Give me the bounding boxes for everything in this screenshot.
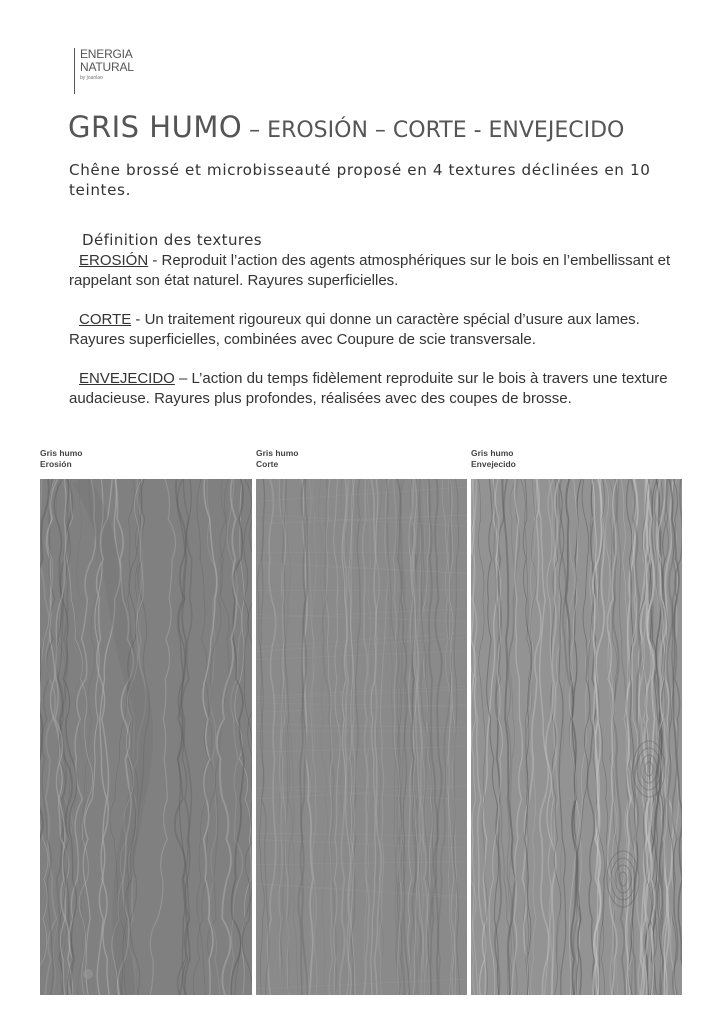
title-subtitle: – EROSIÓN – CORTE - ENVEJECIDO — [242, 118, 625, 143]
texture-term: CORTE — [79, 311, 132, 328]
texture-definition-corte — [69, 310, 694, 350]
title-main: GRIS HUMO — [68, 110, 243, 144]
texture-definition-envejecido — [69, 369, 694, 409]
logo-tagline: by joanlao — [80, 75, 103, 81]
intro-text: Chêne brossé et microbisseauté proposé en 4 textures déclinées en 10 teintes — [69, 161, 651, 199]
sample-caption-envejecido — [471, 448, 516, 470]
texture-description: - Un traitement rigoureux qui donne un caractère spécial d’usure aux lames. Rayures superficielles, combinées avec Coupure de scie transversale. — [69, 311, 640, 348]
textures-heading: Définition des textures — [82, 231, 262, 249]
intro-end: . — [125, 181, 131, 199]
texture-term: EROSIÓN — [79, 252, 149, 269]
texture-term: ENVEJECIDO — [79, 370, 175, 387]
logo-line-2: NATURAL — [80, 60, 134, 74]
texture-description: - Reproduit l’action des agents atmosphériques sur le bois en l’embellissant et rappelant son état naturel. Rayures superficielles. — [69, 252, 671, 289]
sample-color-name: Gris humo — [40, 448, 83, 458]
wood-texture-image — [471, 479, 682, 995]
wood-sample-envejecido — [471, 479, 682, 995]
sample-caption-corte — [256, 448, 299, 470]
sample-color-name: Gris humo — [256, 448, 299, 458]
wood-texture-image — [40, 479, 252, 995]
texture-definition-erosion — [69, 251, 694, 291]
sample-color-name: Gris humo — [471, 448, 514, 458]
wood-texture-image — [256, 479, 467, 995]
wood-sample-erosion — [40, 479, 252, 995]
wood-sample-corte — [256, 479, 467, 995]
brand-logo — [74, 48, 134, 94]
sample-caption-erosion — [40, 448, 83, 470]
sample-texture-name: Envejecido — [471, 459, 516, 469]
sample-texture-name: Corte — [256, 459, 279, 469]
texture-description: – L’action du temps fidèlement reproduite sur le bois à travers une texture audacieuse. Rayures plus profondes, réalisées avec des coupes de brosse. — [69, 370, 668, 407]
sample-texture-name: Erosión — [40, 459, 72, 469]
logo-line-1: ENERGIA — [80, 47, 133, 61]
page-title — [68, 110, 624, 144]
intro-paragraph — [69, 160, 669, 200]
